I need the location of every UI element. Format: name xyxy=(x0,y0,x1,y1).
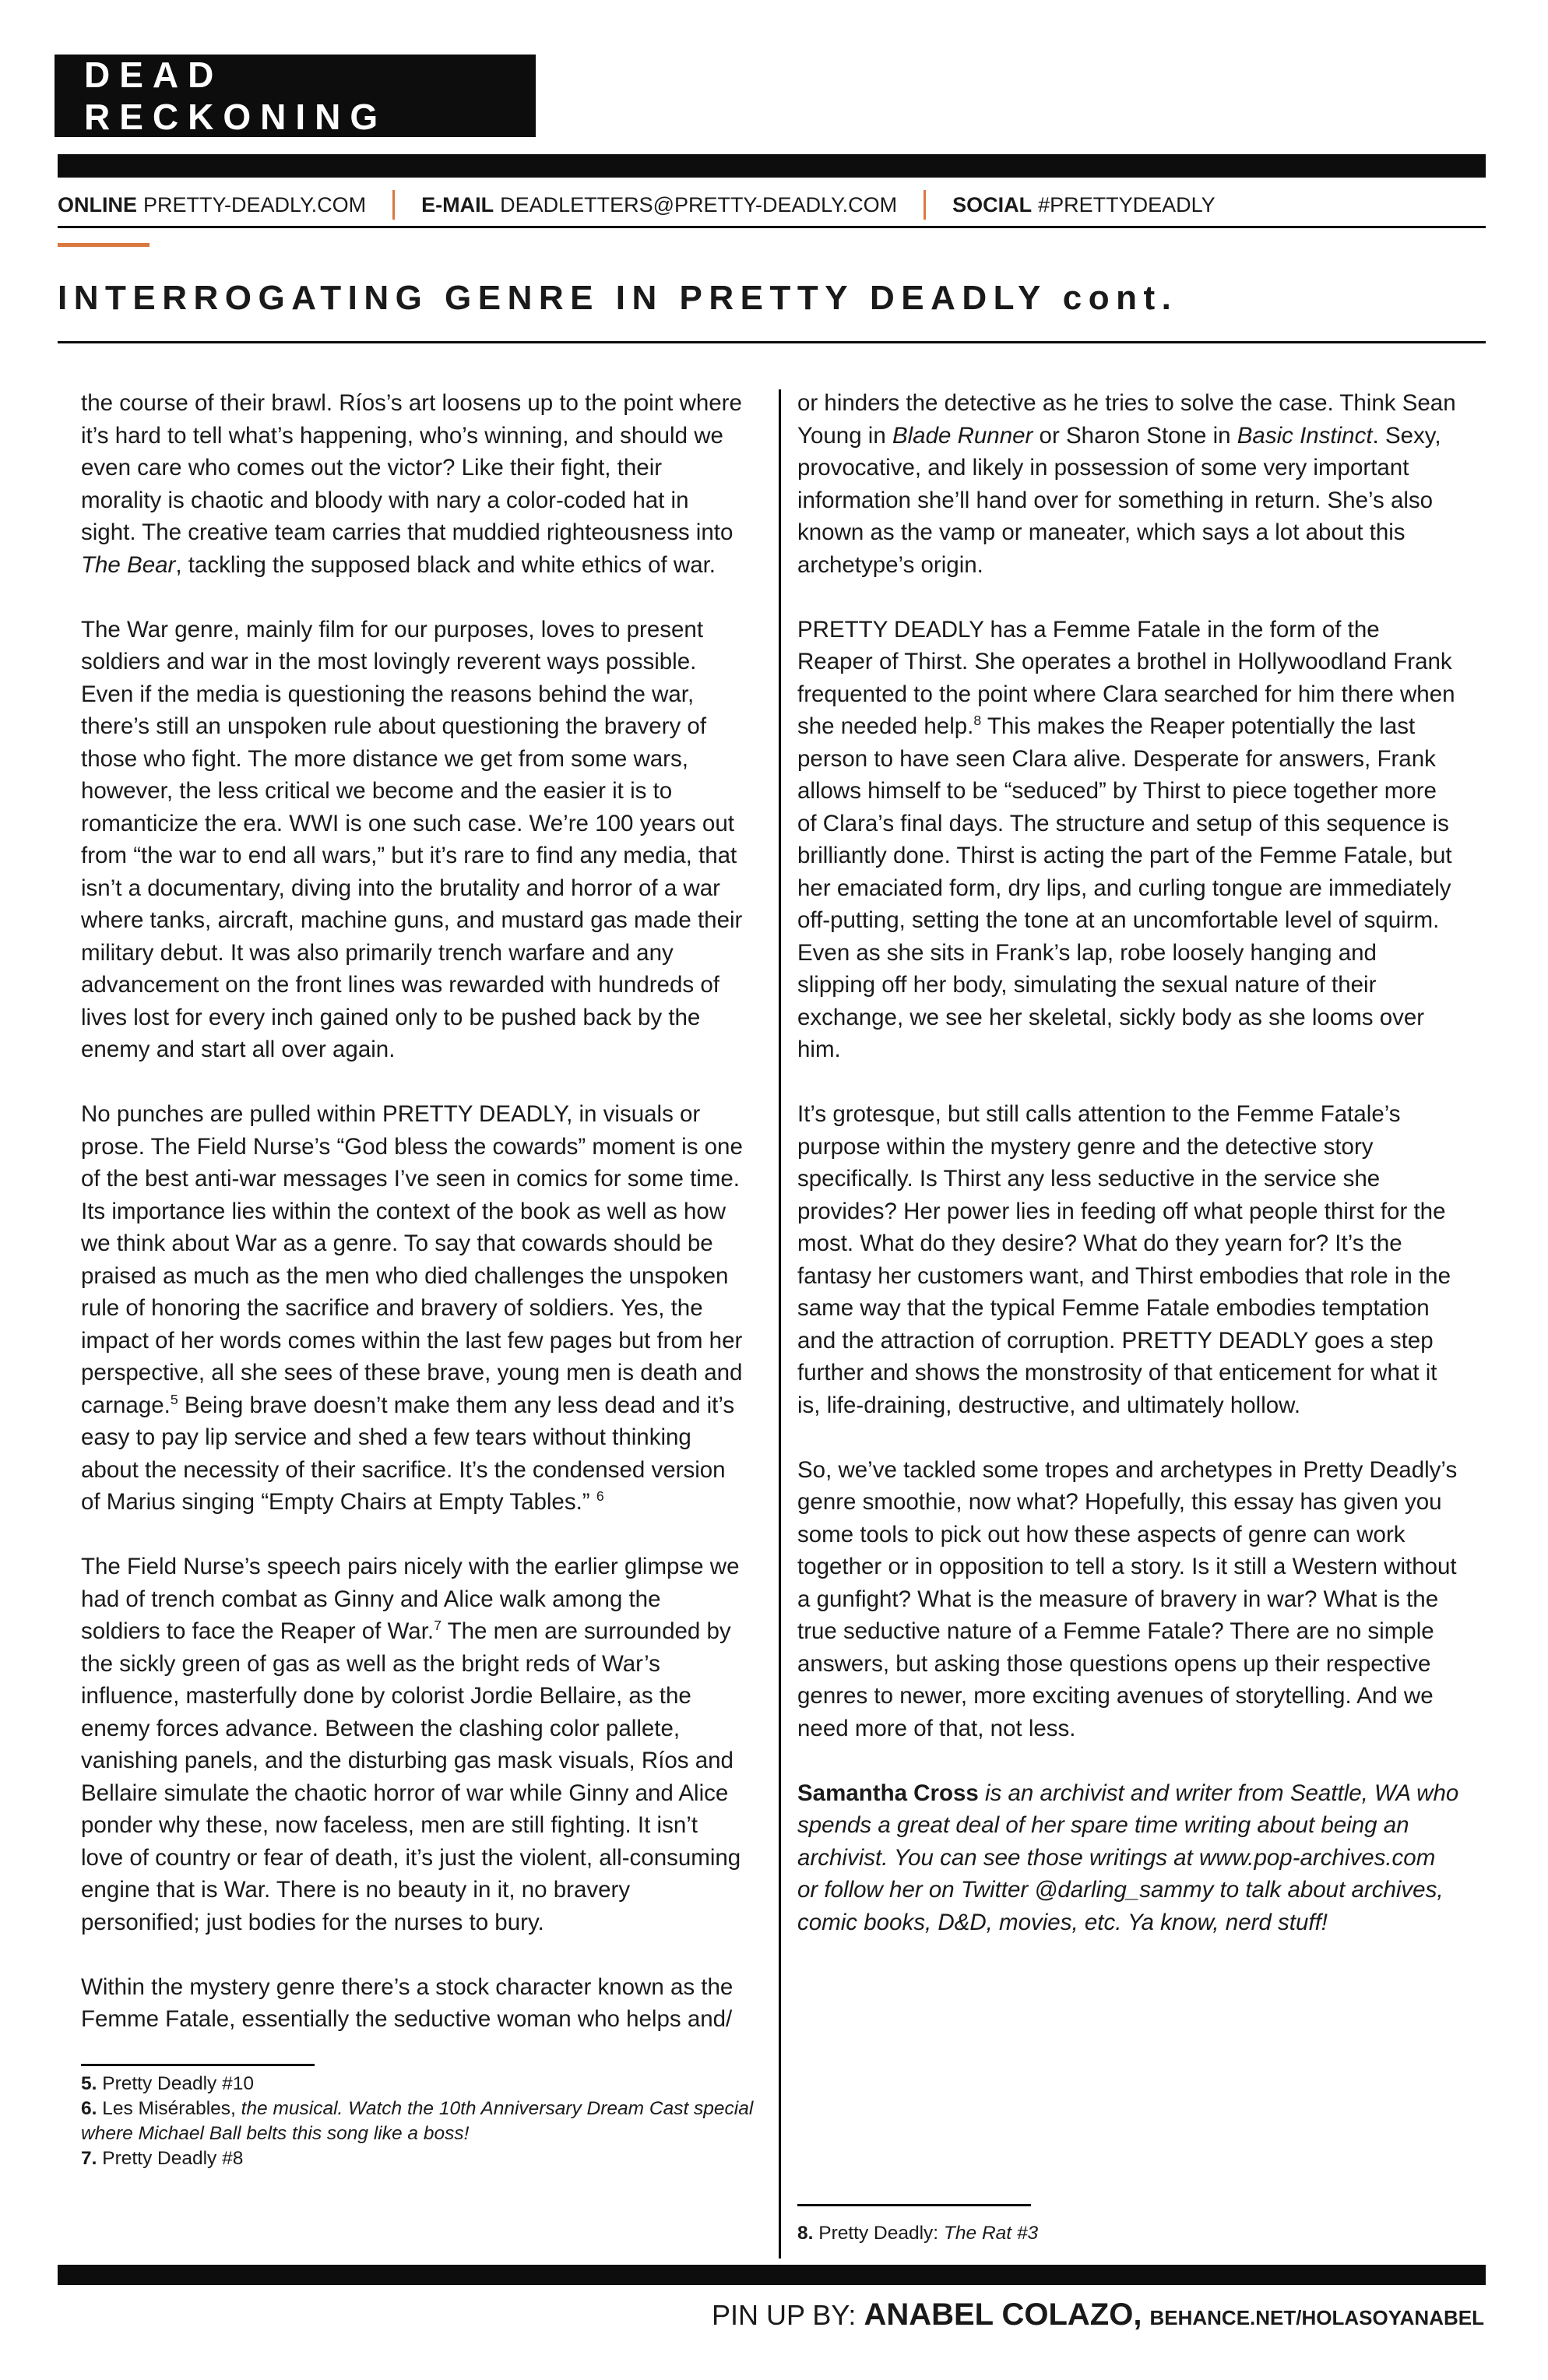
text-run: or hinders the detective as he tries to solve the case. Think Sean Young in xyxy=(797,390,1456,449)
paragraph xyxy=(81,387,744,581)
contact-separator xyxy=(924,190,926,220)
paragraph: It’s grotesque, but still calls attention to the Femme Fatale’s purpose within the mystery genre and the detective story specifically. Is Thirst any less seductive in the service she provides? Her power lies in feeding off what people thirst for the most. What do they desire? What do they yearn for? It’s the fantasy her customers want, and Thirst embodies that role in the same way that the typical Femme Fatale embodies temptation and the attraction of corruption. PRETTY DEADLY goes a step further and shows the monstrosity of that enticement for what it is, life-draining, destructive, and ultimately hollow. xyxy=(797,1101,1451,1418)
footnote-ref: 7 xyxy=(434,1618,442,1634)
contact-email xyxy=(421,193,897,217)
title-italic: Basic Instinct xyxy=(1237,422,1373,449)
footnote-number: 8. xyxy=(797,2223,814,2244)
author-name: Samantha Cross xyxy=(797,1780,979,1806)
text-run: The men are surrounded by the sickly green of gas as well as the bright reds of War’s influence, masterfully done by colorist Jordie Bellaire, as the enemy forces advance. Between the clashing color pallete, vanishing panels, and the disturbing gas mask visuals, Ríos and Bellaire simulate the chaotic horror of war while Ginny and Alice ponder why these, now faceless, men are still fighting. It isn’t love of country or fear of death, it’s just the violent, all-consuming engine that is War. There is no beauty in it, no bravery personified; just bodies for the nurses to bury. xyxy=(81,1618,741,1935)
footnote-text: Pretty Deadly: xyxy=(813,2223,944,2244)
contact-online xyxy=(58,193,366,217)
masthead-title: DEAD RECKONING xyxy=(55,55,536,137)
contact-label: E-MAIL xyxy=(421,192,494,217)
footnote-rule xyxy=(797,2204,1031,2206)
footnotes-right xyxy=(797,2221,1467,2246)
text-run: This makes the Reaper potentially the last person to have seen Clara alive. Desperate for answers, Frank allows himself to be “seduced” by Thirst to piece together more of Clara’s final days. The structure and setup of this sequence is brilliantly done. Thirst is acting the part of the Femme Fatale, but her emaciated form, dry lips, and curling tongue are immediately off-putting, setting the tone at an uncomfortable level of squirm. Even as she sits in Frank’s lap, robe loosely hanging and slipping off her body, simulating the sexual nature of their exchange, we see her skeletal, sickly body as she looms over him. xyxy=(797,713,1452,1062)
text-run: or Sharon Stone in xyxy=(1033,422,1237,449)
footnote-italic: The Rat #3 xyxy=(943,2223,1039,2244)
contact-separator xyxy=(392,190,395,220)
artist-url[interactable]: BEHANCE.NET/HOLASOYANABEL xyxy=(1149,2306,1484,2329)
footnote xyxy=(81,2097,766,2146)
paragraph xyxy=(797,387,1461,581)
section-title: INTERROGATING GENRE IN PRETTY DEADLY cont. xyxy=(58,279,1178,317)
footnote-italic: the musical. Watch the 10th Anniversary Dream Cast special where Michael Ball belts this song like a boss! xyxy=(81,2098,754,2144)
footnote xyxy=(81,2072,766,2097)
contact-bar xyxy=(58,185,1486,224)
paragraph: So, we’ve tackled some tropes and archetypes in Pretty Deadly’s genre smoothie, now what? Hopefully, this essay has given you some tools to pick out how these aspects of genre can work together or in opposition to tell a story. Is it still a Western without a gunfight? What is the measure of bravery in war? What is the true seductive nature of a Femme Fatale? There are no simple answers, but asking those questions opens up their respective genres to newer, more exciting avenues of storytelling. And we need more of that, not less. xyxy=(797,1456,1458,1741)
footnotes-left xyxy=(81,2072,766,2171)
contact-rule xyxy=(58,226,1486,228)
contact-value[interactable]: PRETTY-DEADLY.COM xyxy=(143,192,367,217)
author-bio xyxy=(797,1777,1461,1939)
bio-text: is an archivist and writer from Seattle, WA who spends a great deal of her spare time writing about being an archivist. You can see those writings at www.pop-archives.com or follow her on Twitter @darling_sammy to talk about archives, comic books, D&D, movies, etc. Ya know, nerd stuff! xyxy=(797,1780,1459,1935)
footnote-rule xyxy=(81,2064,315,2066)
pin-up-credit xyxy=(712,2297,1484,2332)
artist-name: ANABEL COLAZO, xyxy=(864,2297,1142,2332)
left-column xyxy=(81,387,744,2068)
text-run: PRETTY DEADLY has a Femme Fatale in the form of the Reaper of Thirst. She operates a brothel in Hollywoodland Frank frequented to the point where Clara searched for him there when she needed help. xyxy=(797,616,1455,739)
text-run: Being brave doesn’t make them any less dead and it’s easy to pay lip service and shed a few tears without thinking about the necessity of their sacrifice. It’s the condensed version of Marius singing “Empty Chairs at Empty Tables.” xyxy=(81,1392,735,1515)
pin-up-label: PIN UP BY: xyxy=(712,2299,857,2331)
masthead-rule xyxy=(58,154,1486,178)
title-italic: The Bear xyxy=(81,551,176,578)
footnote xyxy=(81,2146,766,2171)
column-divider xyxy=(779,389,781,2259)
contact-label: ONLINE xyxy=(58,192,138,217)
accent-dash xyxy=(58,243,150,247)
footnote-ref: 8 xyxy=(973,713,982,729)
text-run: The Field Nurse’s speech pairs nicely with the earlier glimpse we had of trench combat as Ginny and Alice walk among the soldiers to face the Reaper of War. xyxy=(81,1554,740,1644)
title-italic: Blade Runner xyxy=(892,422,1033,449)
footnote-ref: 5 xyxy=(170,1391,178,1407)
paragraph xyxy=(81,1551,744,1938)
paragraph xyxy=(797,614,1461,1066)
contact-label: SOCIAL xyxy=(952,192,1033,217)
contact-value[interactable]: DEADLETTERS@PRETTY-DEADLY.COM xyxy=(500,192,898,217)
contact-value[interactable]: #PRETTYDEADLY xyxy=(1038,192,1216,217)
text-run: the course of their brawl. Ríos’s art loosens up to the point where it’s hard to tell what’s happening, who’s winning, and should we even care who comes out the victor? Like their fight, their morality is chaotic and bloody with nary a color-coded hat in sight. The creative team carries that muddied righteousness into xyxy=(81,390,742,545)
paragraph: The War genre, mainly film for our purposes, loves to present soldiers and war in the most lovingly reverent ways possible. Even if the media is questioning the reasons behind the war, there’s still an unspoken rule about questioning the bravery of those who fight. The more distance we get from some wars, however, the less critical we become and the easier it is to romanticize the era. WWI is one such case. We’re 100 years out from “the war to end all wars,” but it’s rare to find any media, that isn’t a documentary, diving into the brutality and horror of a war where tanks, aircraft, machine guns, and mustard gas made their military debut. It was also primarily trench warfare and any advancement on the front lines was rewarded with hundreds of lives lost for every inch gained only to be pushed back by the enemy and start all over again. xyxy=(81,616,743,1062)
paragraph xyxy=(81,1098,744,1519)
section-rule xyxy=(58,341,1486,343)
footnote xyxy=(797,2221,1467,2246)
contact-social xyxy=(952,193,1216,217)
text-run: No punches are pulled within PRETTY DEADLY, in visuals or prose. The Field Nurse’s “God bless the cowards” moment is one of the best anti-war messages I’ve seen in comics for some time. Its importance lies within the context of the book as well as how we think about War as a genre. To say that cowards should be praised as much as the men who died challenges the unspoken rule of honoring the sacrifice and bravery of soldiers. Yes, the impact of her words comes within the last few pages but from her perspective, all she sees of these brave, young men is death and carnage. xyxy=(81,1101,743,1418)
footnote-text: Les Misérables, xyxy=(97,2098,241,2119)
footnote-number: 5. xyxy=(81,2073,97,2094)
footnote-number: 7. xyxy=(81,2148,97,2169)
footnote-text: Pretty Deadly #10 xyxy=(97,2073,254,2094)
text-run: . Sexy, provocative, and likely in possession of some very important information she’ll hand over for something in return. She’s also known as the vamp or maneater, which says a lot about this archetype’s origin. xyxy=(797,422,1441,578)
text-run: , tackling the supposed black and white ethics of war. xyxy=(175,551,716,578)
footnote-ref: 6 xyxy=(596,1488,604,1505)
paragraph: Within the mystery genre there’s a stock character known as the Femme Fatale, essentially the seductive woman who helps and/ xyxy=(81,1973,734,2032)
footer-rule xyxy=(58,2265,1486,2285)
footnote-text: Pretty Deadly #8 xyxy=(97,2148,244,2169)
footnote-number: 6. xyxy=(81,2098,97,2119)
right-column xyxy=(797,387,1461,1971)
